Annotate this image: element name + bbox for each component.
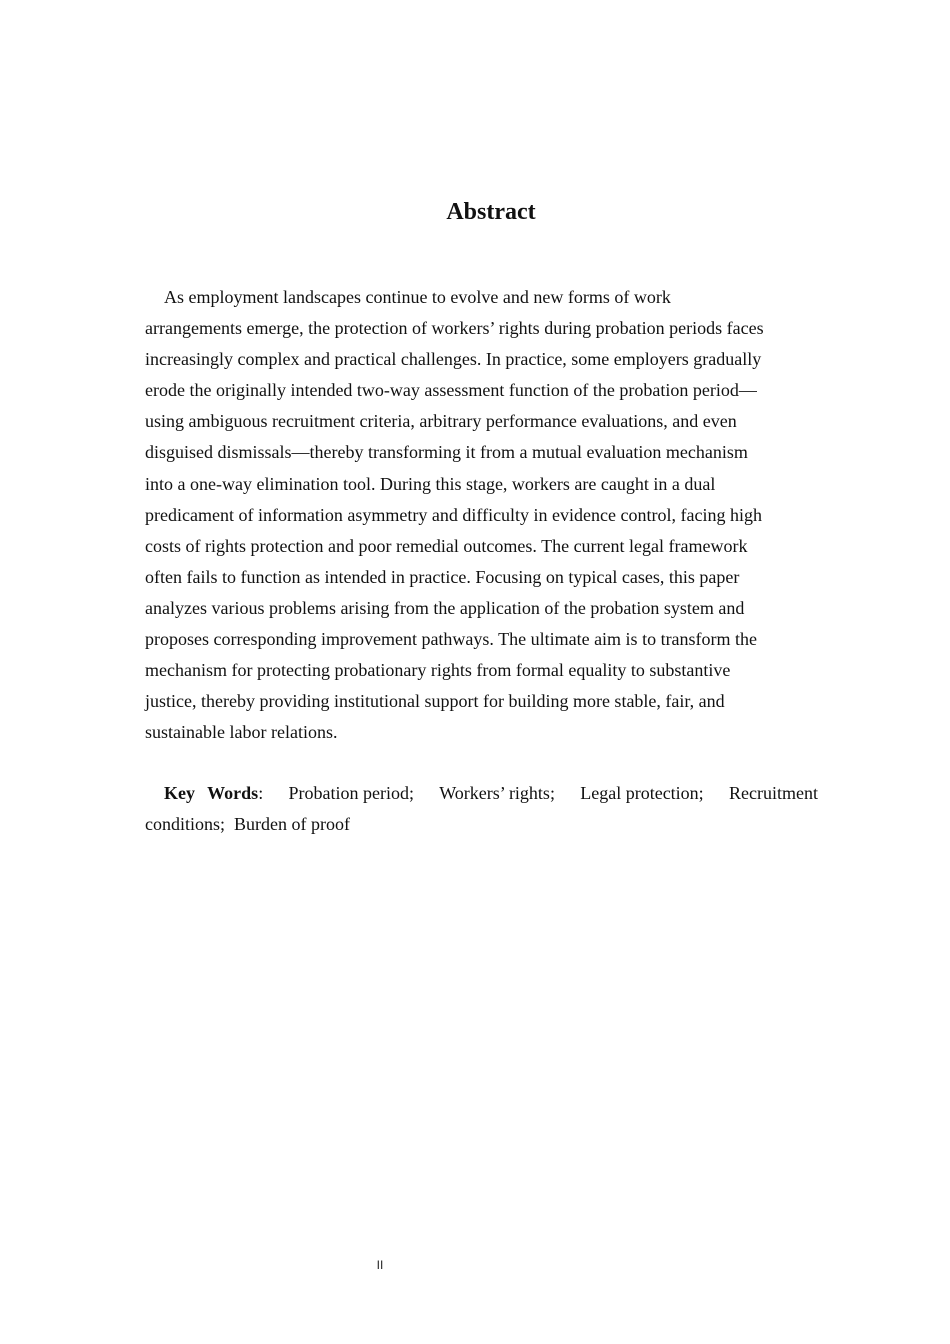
- page-title: Abstract: [446, 199, 536, 225]
- abstract-line: proposes corresponding improvement pathways. The ultimate aim is to transform the: [145, 629, 758, 650]
- abstract-line: using ambiguous recruitment criteria, arbitrary performance evaluations, and even: [145, 411, 737, 432]
- keywords-separator: :: [258, 783, 264, 803]
- abstract-line: disguised dismissals—thereby transforming it from a mutual evaluation mechanism: [145, 442, 748, 463]
- abstract-line: justice, thereby providing institutional support for building more stable, fair, and: [145, 691, 725, 712]
- abstract-line: costs of rights protection and poor remedial outcomes. The current legal framework: [145, 535, 748, 556]
- abstract-line: often fails to function as intended in practice. Focusing on typical cases, this paper: [145, 566, 740, 587]
- abstract-line: As employment landscapes continue to evolve and new forms of work: [164, 287, 671, 307]
- keywords-label: Key Words: [164, 783, 259, 803]
- abstract-line: into a one-way elimination tool. During this stage, workers are caught in a dual: [145, 473, 716, 494]
- keyword-item: Probation period;: [288, 783, 414, 803]
- abstract-line: analyzes various problems arising from the application of the probation system and: [145, 597, 745, 618]
- page-number: II: [376, 1258, 384, 1272]
- keyword-item: Workers’ rights;: [439, 783, 555, 803]
- keyword-item: conditions;: [145, 814, 225, 834]
- abstract-body: [145, 282, 818, 748]
- keyword-item: Recruitment: [728, 783, 818, 803]
- abstract-line: sustainable labor relations.: [145, 722, 338, 743]
- keyword-item: Burden of proof: [234, 814, 350, 834]
- keywords-label-group: [164, 778, 263, 809]
- keywords-line: [145, 809, 818, 840]
- keywords-section: [145, 778, 818, 840]
- abstract-line: mechanism for protecting probationary rights from formal equality to substantive: [145, 660, 731, 681]
- abstract-line: erode the originally intended two-way assessment function of the probation period—: [145, 380, 757, 401]
- abstract-line: arrangements emerge, the protection of workers’ rights during probation periods faces: [145, 318, 764, 339]
- abstract-line: predicament of information asymmetry and difficulty in evidence control, facing high: [145, 504, 762, 525]
- keywords-line: [145, 778, 818, 809]
- abstract-line: increasingly complex and practical challenges. In practice, some employers gradually: [145, 349, 762, 370]
- keyword-item: Legal protection;: [580, 783, 704, 803]
